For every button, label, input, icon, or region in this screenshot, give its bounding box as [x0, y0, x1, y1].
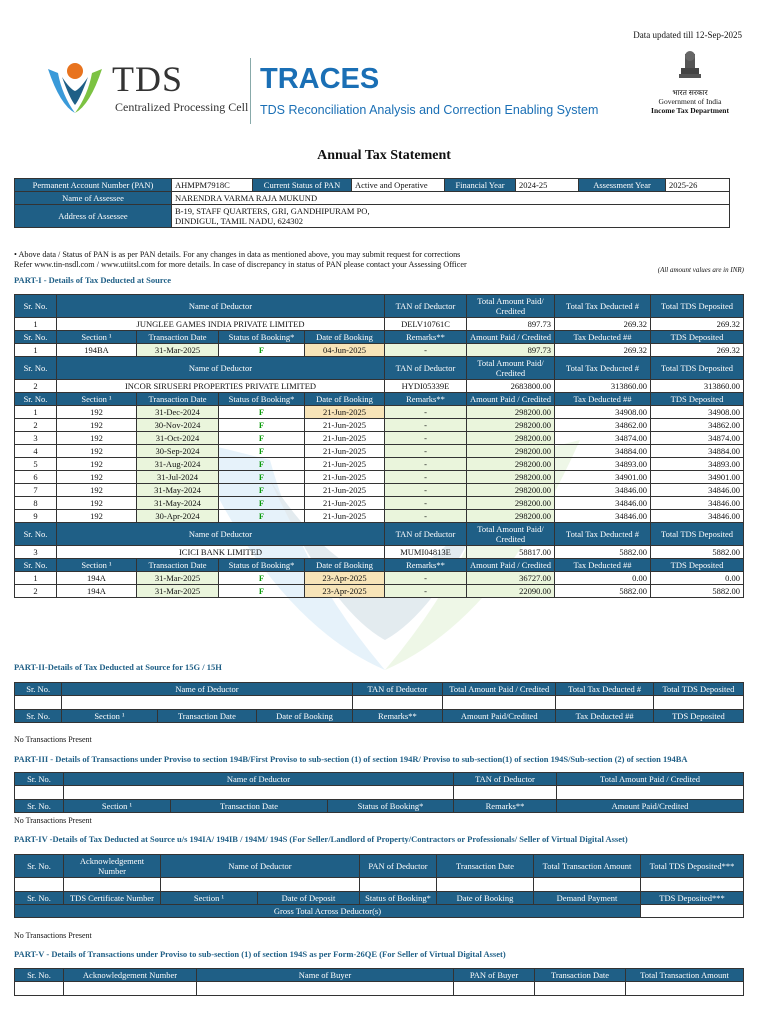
- txn-deposited: 34846.00: [651, 497, 744, 510]
- txn-paid: 298200.00: [467, 471, 555, 484]
- sub-s_sr: Sr. No.: [15, 559, 57, 572]
- sub-s_sr: Sr. No.: [15, 331, 57, 344]
- p2-h-paid: Total Amount Paid / Credited: [443, 683, 556, 696]
- txn-status: F: [219, 471, 305, 484]
- sub-s_date: Transaction Date: [137, 393, 219, 406]
- txn-remarks: -: [385, 497, 467, 510]
- assessee-address-label: Address of Assessee: [15, 205, 172, 228]
- transaction-header-row: [15, 559, 744, 572]
- txn-status: F: [219, 344, 305, 357]
- txn-date: 31-Oct-2024: [137, 432, 219, 445]
- sub-s_rem: Remarks**: [385, 393, 467, 406]
- emblem-icon: [675, 50, 705, 86]
- p4-s-deposit: Date of Deposit: [258, 892, 360, 905]
- pan-value: AHMPM7918C: [172, 179, 253, 192]
- txn-section: 192: [57, 419, 137, 432]
- sub-s_paid: Amount Paid / Credited: [467, 331, 555, 344]
- deductor-dep: 269.32: [651, 318, 744, 331]
- govt-hindi: भारत सरकार: [672, 88, 708, 97]
- page-title: Annual Tax Statement: [317, 148, 451, 163]
- transaction-row: [15, 510, 744, 523]
- h-name: Name of Deductor: [57, 357, 385, 380]
- sub-s_sec: Section ¹: [57, 393, 137, 406]
- txn-tax: 5882.00: [555, 585, 651, 598]
- p4-h-pan: PAN of Deductor: [360, 855, 437, 878]
- sub-s_book: Date of Booking: [305, 393, 385, 406]
- govt-emblem: [640, 50, 740, 115]
- sub-s_paid: Amount Paid / Credited: [467, 559, 555, 572]
- part4-title: PART-IV -Details of Tax Deducted at Source u/s 194IA/ 194IB / 194M/ 194S (For Seller/Landlord of Property/Contractors or Professionals/ Seller of Virtual Digital Asset): [14, 834, 628, 844]
- txn-deposited: 34893.00: [651, 458, 744, 471]
- txn-booking-date: 21-Jun-2025: [305, 432, 385, 445]
- transaction-row: [15, 432, 744, 445]
- txn-booking-date: 21-Jun-2025: [305, 484, 385, 497]
- p5-h-sr: Sr. No.: [15, 969, 64, 982]
- sub-s_status: Status of Booking*: [219, 393, 305, 406]
- deductor-summary-row: [15, 318, 744, 331]
- txn-sr: 3: [15, 432, 57, 445]
- p5-h-ack: Acknowledgement Number: [64, 969, 197, 982]
- txn-sr: 1: [15, 406, 57, 419]
- txn-section: 192: [57, 458, 137, 471]
- txn-sr: 8: [15, 497, 57, 510]
- p4-s-demand: Demand Payment: [534, 892, 641, 905]
- txn-status: F: [219, 510, 305, 523]
- part3-table: [14, 772, 744, 813]
- deductor-paid: 58817.00: [467, 546, 555, 559]
- deductor-tax: 5882.00: [555, 546, 651, 559]
- h-paid: Total Amount Paid/ Credited: [467, 295, 555, 318]
- txn-deposited: 0.00: [651, 572, 744, 585]
- p3-s-rem: Remarks**: [454, 800, 557, 813]
- deductor-header-row: [15, 295, 744, 318]
- sub-s_sec: Section ¹: [57, 331, 137, 344]
- txn-tax: 34846.00: [555, 510, 651, 523]
- txn-booking-date: 21-Jun-2025: [305, 497, 385, 510]
- transaction-header-row: [15, 393, 744, 406]
- txn-status: F: [219, 432, 305, 445]
- txn-booking-date: 21-Jun-2025: [305, 471, 385, 484]
- txn-sr: 1: [15, 572, 57, 585]
- txn-deposited: 34846.00: [651, 510, 744, 523]
- txn-status: F: [219, 419, 305, 432]
- p2-h-tan: TAN of Deductor: [352, 683, 442, 696]
- deductor-name: ICICI BANK LIMITED: [57, 546, 385, 559]
- h-name: Name of Deductor: [57, 523, 385, 546]
- h-dep: Total TDS Deposited: [651, 523, 744, 546]
- p4-s-sec: Section ¹: [161, 892, 258, 905]
- sub-s_sec: Section ¹: [57, 559, 137, 572]
- sub-s_date: Transaction Date: [137, 331, 219, 344]
- txn-deposited: 5882.00: [651, 585, 744, 598]
- txn-tax: 34874.00: [555, 432, 651, 445]
- txn-remarks: -: [385, 458, 467, 471]
- deductor-name: INCOR SIRUSERI PROPERTIES PRIVATE LIMITED: [57, 380, 385, 393]
- deductor-summary-row: [15, 546, 744, 559]
- deductor-header-row: [15, 357, 744, 380]
- part3-empty: No Transactions Present: [14, 816, 92, 825]
- p4-h-ack: Acknowledgement Number: [64, 855, 161, 878]
- txn-paid: 298200.00: [467, 445, 555, 458]
- part2-table: [14, 682, 744, 723]
- txn-date: 30-Sep-2024: [137, 445, 219, 458]
- deductor-sr: 3: [15, 546, 57, 559]
- txn-section: 192: [57, 497, 137, 510]
- txn-booking-date: 23-Apr-2025: [305, 572, 385, 585]
- deductor-paid: 897.73: [467, 318, 555, 331]
- txn-paid: 298200.00: [467, 497, 555, 510]
- transaction-row: [15, 484, 744, 497]
- txn-section: 194BA: [57, 344, 137, 357]
- p2-s-sec: Section ¹: [62, 710, 157, 723]
- transaction-row: [15, 406, 744, 419]
- p3-s-status: Status of Booking*: [328, 800, 454, 813]
- txn-section: 192: [57, 484, 137, 497]
- p4-s-status: Status of Booking*: [360, 892, 437, 905]
- p3-h-paid: Total Amount Paid / Credited: [557, 773, 744, 786]
- txn-status: F: [219, 445, 305, 458]
- pan-status-label: Current Status of PAN: [253, 179, 352, 192]
- txn-tax: 269.32: [555, 344, 651, 357]
- inr-note: (All amount values are in INR): [657, 266, 744, 274]
- p2-s-book: Date of Booking: [257, 710, 352, 723]
- part1-table: [14, 294, 744, 598]
- p4-h-amount: Total Transaction Amount: [534, 855, 641, 878]
- txn-date: 31-Dec-2024: [137, 406, 219, 419]
- p2-s-rem: Remarks**: [352, 710, 442, 723]
- p5-h-pan: PAN of Buyer: [454, 969, 535, 982]
- txn-deposited: 34901.00: [651, 471, 744, 484]
- sub-s_paid: Amount Paid / Credited: [467, 393, 555, 406]
- h-name: Name of Deductor: [57, 295, 385, 318]
- assessee-info-table: [14, 178, 730, 228]
- txn-date: 31-Mar-2025: [137, 572, 219, 585]
- txn-tax: 34901.00: [555, 471, 651, 484]
- transaction-row: [15, 471, 744, 484]
- txn-sr: 1: [15, 344, 57, 357]
- deductor-tan: HYDI05339E: [385, 380, 467, 393]
- deductor-dep: 5882.00: [651, 546, 744, 559]
- txn-status: F: [219, 458, 305, 471]
- txn-paid: 298200.00: [467, 419, 555, 432]
- p3-s-paid: Amount Paid/Credited: [557, 800, 744, 813]
- cpc-logo-text: Centralized Processing Cell: [115, 100, 249, 114]
- dept-line: Income Tax Department: [651, 106, 729, 115]
- transaction-row: [15, 585, 744, 598]
- p2-s-date: Transaction Date: [157, 710, 257, 723]
- p4-s-sr: Sr. No.: [15, 892, 64, 905]
- h-dep: Total TDS Deposited: [651, 295, 744, 318]
- deductor-tax: 313860.00: [555, 380, 651, 393]
- assessee-address: [172, 205, 730, 228]
- h-tax: Total Tax Deducted #: [555, 523, 651, 546]
- p5-h-date: Transaction Date: [535, 969, 626, 982]
- p4-h-dep: Total TDS Deposited***: [641, 855, 744, 878]
- deductor-tan: MUMI04813E: [385, 546, 467, 559]
- txn-deposited: 34908.00: [651, 406, 744, 419]
- p3-h-sr: Sr. No.: [15, 773, 64, 786]
- pan-label: Permanent Account Number (PAN): [15, 179, 172, 192]
- p2-h-dep: Total TDS Deposited: [653, 683, 743, 696]
- p2-h-name: Name of Deductor: [62, 683, 352, 696]
- txn-remarks: -: [385, 510, 467, 523]
- txn-status: F: [219, 497, 305, 510]
- txn-date: 31-May-2024: [137, 497, 219, 510]
- p5-h-amount: Total Transaction Amount: [626, 969, 744, 982]
- deductor-paid: 2683800.00: [467, 380, 555, 393]
- sub-s_sr: Sr. No.: [15, 393, 57, 406]
- part2-title: PART-II-Details of Tax Deducted at Source for 15G / 15H: [14, 662, 222, 672]
- p5-h-buyer: Name of Buyer: [197, 969, 454, 982]
- h-paid: Total Amount Paid/ Credited: [467, 357, 555, 380]
- transaction-header-row: [15, 331, 744, 344]
- p2-s-paid: Amount Paid/Credited: [443, 710, 556, 723]
- p3-s-sr: Sr. No.: [15, 800, 64, 813]
- txn-status: F: [219, 585, 305, 598]
- sub-s_status: Status of Booking*: [219, 559, 305, 572]
- sub-s_dep: TDS Deposited: [651, 393, 744, 406]
- transaction-row: [15, 497, 744, 510]
- txn-remarks: -: [385, 419, 467, 432]
- txn-booking-date: 04-Jun-2025: [305, 344, 385, 357]
- txn-deposited: 34874.00: [651, 432, 744, 445]
- txn-booking-date: 23-Apr-2025: [305, 585, 385, 598]
- address-line-1: B-19, STAFF QUARTERS, GRI, GANDHIPURAM PO,: [175, 206, 370, 216]
- txn-paid: 22090.00: [467, 585, 555, 598]
- h-tan: TAN of Deductor: [385, 523, 467, 546]
- txn-tax: 34893.00: [555, 458, 651, 471]
- sub-s_dep: TDS Deposited: [651, 331, 744, 344]
- txn-tax: 34862.00: [555, 419, 651, 432]
- part5-title: PART-V - Details of Transactions under Proviso to sub-section (1) of section 194S as per Form-26QE (For Seller of Virtual Digital Asset): [14, 949, 506, 959]
- txn-paid: 897.73: [467, 344, 555, 357]
- txn-section: 192: [57, 510, 137, 523]
- txn-booking-date: 21-Jun-2025: [305, 406, 385, 419]
- p3-h-tan: TAN of Deductor: [454, 773, 557, 786]
- deductor-dep: 313860.00: [651, 380, 744, 393]
- part1-title: PART-I - Details of Tax Deducted at Source: [14, 275, 172, 285]
- txn-section: 192: [57, 406, 137, 419]
- txn-remarks: -: [385, 432, 467, 445]
- transaction-row: [15, 445, 744, 458]
- sub-s_dep: TDS Deposited: [651, 559, 744, 572]
- txn-date: 31-May-2024: [137, 484, 219, 497]
- transaction-row: [15, 419, 744, 432]
- txn-date: 31-Aug-2024: [137, 458, 219, 471]
- p3-s-sec: Section ¹: [64, 800, 171, 813]
- txn-remarks: -: [385, 572, 467, 585]
- h-sr: Sr. No.: [15, 295, 57, 318]
- transaction-row: [15, 572, 744, 585]
- deductor-tan: DELV10761C: [385, 318, 467, 331]
- p4-h-name: Name of Deductor: [161, 855, 360, 878]
- txn-deposited: 34884.00: [651, 445, 744, 458]
- data-updated-note: Data updated till 12-Sep-2025: [633, 30, 742, 40]
- txn-status: F: [219, 572, 305, 585]
- h-paid: Total Amount Paid/ Credited: [467, 523, 555, 546]
- txn-paid: 36727.00: [467, 572, 555, 585]
- p3-s-date: Transaction Date: [171, 800, 328, 813]
- txn-remarks: -: [385, 406, 467, 419]
- h-dep: Total TDS Deposited: [651, 357, 744, 380]
- txn-deposited: 34846.00: [651, 484, 744, 497]
- address-line-2: DINDIGUL, TAMIL NADU, 624302: [175, 216, 303, 226]
- deductor-tax: 269.32: [555, 318, 651, 331]
- txn-sr: 2: [15, 585, 57, 598]
- part2-empty: No Transactions Present: [14, 735, 92, 744]
- part4-empty: No Transactions Present: [14, 931, 92, 940]
- h-sr: Sr. No.: [15, 523, 57, 546]
- ay-label: Assessment Year: [579, 179, 666, 192]
- p4-s-cert: TDS Certificate Number: [64, 892, 161, 905]
- txn-date: 31-Jul-2024: [137, 471, 219, 484]
- deductor-sr: 1: [15, 318, 57, 331]
- notes: [14, 250, 754, 269]
- sub-s_rem: Remarks**: [385, 331, 467, 344]
- deductor-name: JUNGLEE GAMES INDIA PRIVATE LIMITED: [57, 318, 385, 331]
- h-tax: Total Tax Deducted #: [555, 357, 651, 380]
- txn-paid: 298200.00: [467, 406, 555, 419]
- txn-remarks: -: [385, 585, 467, 598]
- txn-sr: 4: [15, 445, 57, 458]
- traces-title: TRACES: [260, 63, 380, 95]
- txn-tax: 34846.00: [555, 497, 651, 510]
- sub-s_book: Date of Booking: [305, 559, 385, 572]
- p2-h-sr: Sr. No.: [15, 683, 62, 696]
- p2-h-tax: Total Tax Deducted #: [556, 683, 653, 696]
- txn-section: 194A: [57, 585, 137, 598]
- header-divider: [250, 58, 251, 124]
- txn-booking-date: 21-Jun-2025: [305, 419, 385, 432]
- p3-h-name: Name of Deductor: [64, 773, 454, 786]
- h-tax: Total Tax Deducted #: [555, 295, 651, 318]
- traces-subtitle: TDS Reconciliation Analysis and Correction Enabling System: [260, 103, 599, 117]
- txn-tax: 34846.00: [555, 484, 651, 497]
- txn-remarks: -: [385, 484, 467, 497]
- p4-gross-label: Gross Total Across Deductor(s): [15, 905, 641, 918]
- txn-paid: 298200.00: [467, 484, 555, 497]
- note-line-2: Refer www.tin-nsdl.com / www.utiitsl.com for more details. In case of discrepancy in status of PAN please contact your Assessing Officer: [14, 259, 467, 269]
- govt-line: Government of India: [658, 97, 722, 106]
- transaction-row: [15, 344, 744, 357]
- sub-s_tax: Tax Deducted ##: [555, 331, 651, 344]
- p2-s-sr: Sr. No.: [15, 710, 62, 723]
- sub-s_tax: Tax Deducted ##: [555, 393, 651, 406]
- note-line-1: • Above data / Status of PAN is as per PAN details. For any changes in data as mentioned above, you may submit request for corrections: [14, 250, 461, 259]
- h-tan: TAN of Deductor: [385, 295, 467, 318]
- ay-value: 2025-26: [666, 179, 730, 192]
- p4-h-sr: Sr. No.: [15, 855, 64, 878]
- p2-s-dep: TDS Deposited: [653, 710, 743, 723]
- sub-s_book: Date of Booking: [305, 331, 385, 344]
- assessee-name-label: Name of Assessee: [15, 192, 172, 205]
- txn-remarks: -: [385, 445, 467, 458]
- deductor-sr: 2: [15, 380, 57, 393]
- txn-sr: 5: [15, 458, 57, 471]
- txn-deposited: 34862.00: [651, 419, 744, 432]
- txn-sr: 9: [15, 510, 57, 523]
- txn-section: 192: [57, 432, 137, 445]
- txn-date: 31-Mar-2025: [137, 344, 219, 357]
- sub-s_status: Status of Booking*: [219, 331, 305, 344]
- p4-s-book: Date of Booking: [437, 892, 534, 905]
- tds-logo-icon: [40, 55, 110, 117]
- assessee-name: NARENDRA VARMA RAJA MUKUND: [172, 192, 730, 205]
- txn-date: 31-Mar-2025: [137, 585, 219, 598]
- txn-date: 30-Nov-2024: [137, 419, 219, 432]
- txn-paid: 298200.00: [467, 510, 555, 523]
- txn-section: 194A: [57, 572, 137, 585]
- part5-table: [14, 968, 744, 996]
- p4-s-dep: TDS Deposited***: [641, 892, 744, 905]
- txn-booking-date: 21-Jun-2025: [305, 458, 385, 471]
- txn-remarks: -: [385, 471, 467, 484]
- fy-value: 2024-25: [516, 179, 579, 192]
- deductor-header-row: [15, 523, 744, 546]
- txn-sr: 2: [15, 419, 57, 432]
- tds-logo-text: TDS: [112, 59, 184, 99]
- txn-status: F: [219, 406, 305, 419]
- h-sr: Sr. No.: [15, 357, 57, 380]
- txn-booking-date: 21-Jun-2025: [305, 510, 385, 523]
- txn-sr: 7: [15, 484, 57, 497]
- txn-paid: 298200.00: [467, 458, 555, 471]
- txn-tax: 34884.00: [555, 445, 651, 458]
- fy-label: Financial Year: [445, 179, 516, 192]
- txn-booking-date: 21-Jun-2025: [305, 445, 385, 458]
- txn-tax: 34908.00: [555, 406, 651, 419]
- part4-table: [14, 854, 744, 918]
- txn-deposited: 269.32: [651, 344, 744, 357]
- txn-tax: 0.00: [555, 572, 651, 585]
- txn-status: F: [219, 484, 305, 497]
- txn-section: 192: [57, 445, 137, 458]
- deductor-summary-row: [15, 380, 744, 393]
- txn-section: 192: [57, 471, 137, 484]
- p4-h-date: Transaction Date: [437, 855, 534, 878]
- pan-status-value: Active and Operative: [352, 179, 445, 192]
- sub-s_date: Transaction Date: [137, 559, 219, 572]
- txn-paid: 298200.00: [467, 432, 555, 445]
- sub-s_rem: Remarks**: [385, 559, 467, 572]
- transaction-row: [15, 458, 744, 471]
- p2-s-tax: Tax Deducted ##: [556, 710, 653, 723]
- h-tan: TAN of Deductor: [385, 357, 467, 380]
- part3-title: PART-III - Details of Transactions under Proviso to section 194B/First Proviso to sub-section (1) of section 194R/ Proviso to sub-section(1) of section 194S/Sub-section (2) of section 194BA: [14, 754, 688, 764]
- txn-remarks: -: [385, 344, 467, 357]
- txn-date: 30-Apr-2024: [137, 510, 219, 523]
- sub-s_tax: Tax Deducted ##: [555, 559, 651, 572]
- txn-sr: 6: [15, 471, 57, 484]
